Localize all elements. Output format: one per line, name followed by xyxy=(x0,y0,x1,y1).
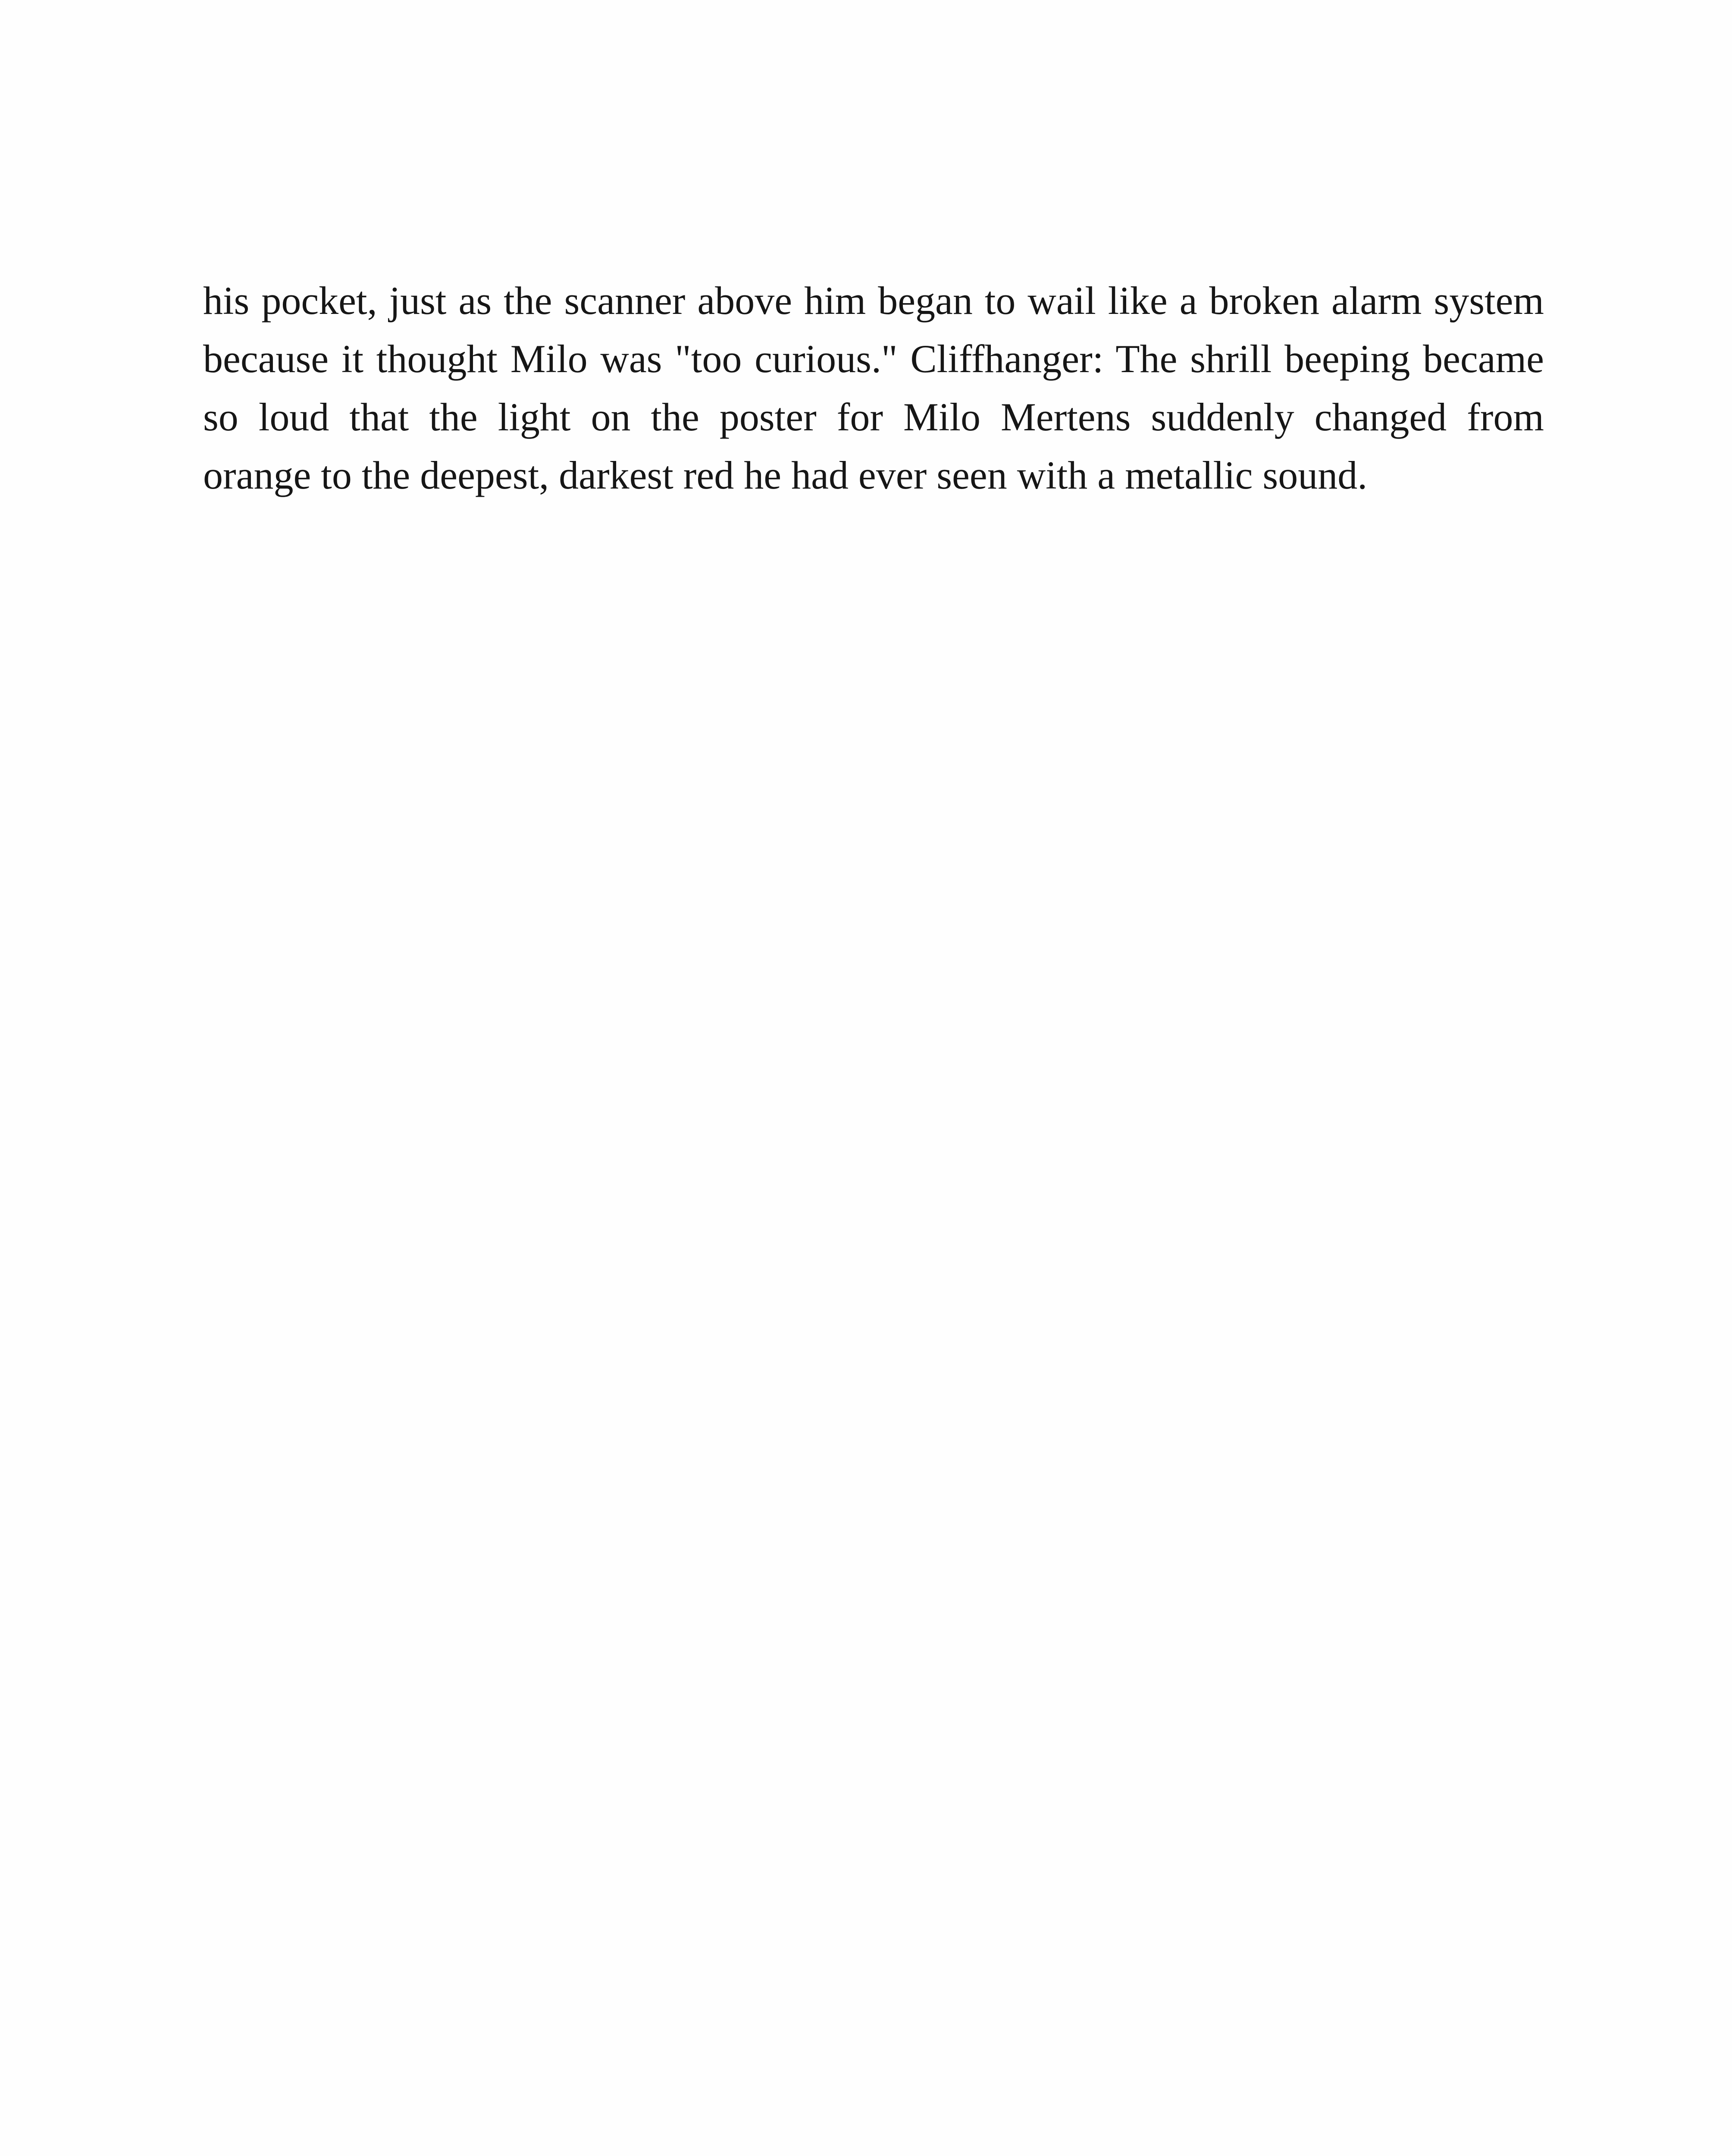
paragraph xyxy=(203,272,1544,505)
paragraph-line: because it thought Milo was "too curious." Cliffhanger: The shrill beeping became xyxy=(203,337,1544,381)
paragraph-line: so loud that the light on the poster for Milo Mertens suddenly changed from xyxy=(203,395,1544,439)
paragraph-line: orange to the deepest, darkest red he had ever seen with a metallic sound. xyxy=(203,453,1368,497)
paragraph-line: his pocket, just as the scanner above him began to wail like a broken alarm system xyxy=(203,279,1544,323)
